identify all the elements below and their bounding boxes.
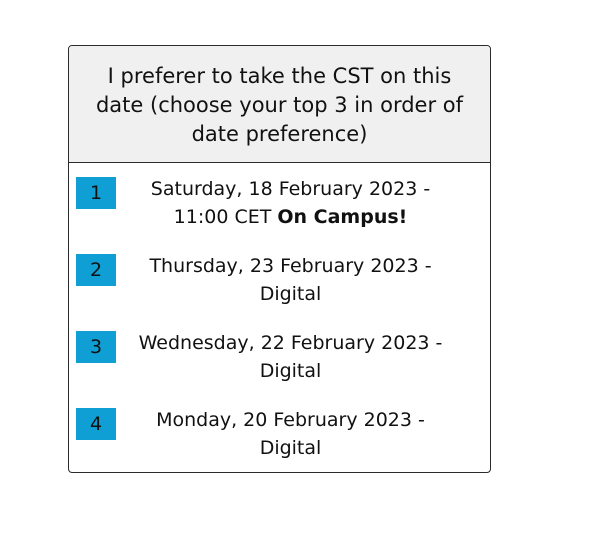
rank-badge-3: 3 bbox=[76, 331, 116, 363]
option-mode-2: Digital bbox=[259, 283, 322, 305]
rank-badge-4: 4 bbox=[76, 408, 116, 440]
ranking-option-3[interactable] bbox=[69, 317, 490, 382]
option-date-1: Saturday, 18 February 2023 - bbox=[150, 178, 431, 200]
option-date-3: Wednesday, 22 February 2023 - bbox=[138, 332, 443, 354]
rank-badge-2: 2 bbox=[76, 254, 116, 286]
option-mode-3: Digital bbox=[259, 360, 322, 382]
ranking-option-4[interactable] bbox=[69, 394, 490, 459]
option-time-1: 11:00 CET bbox=[173, 206, 272, 228]
ranking-option-1[interactable] bbox=[69, 163, 490, 228]
option-date-4: Monday, 20 February 2023 - bbox=[156, 409, 425, 431]
option-label-2 bbox=[119, 252, 462, 308]
rank-badge-1: 1 bbox=[76, 177, 116, 209]
option-highlight-1: On Campus! bbox=[277, 206, 408, 228]
option-date-2: Thursday, 23 February 2023 - bbox=[149, 255, 432, 277]
ranking-question-card bbox=[68, 45, 491, 473]
question-title: I preferer to take the CST on this date (choose your top 3 in order of date preference) bbox=[69, 46, 490, 163]
option-mode-4: Digital bbox=[259, 437, 322, 459]
ranking-option-2[interactable] bbox=[69, 240, 490, 305]
option-label-1 bbox=[119, 175, 462, 231]
option-label-3 bbox=[119, 329, 462, 385]
option-label-4 bbox=[119, 406, 462, 462]
